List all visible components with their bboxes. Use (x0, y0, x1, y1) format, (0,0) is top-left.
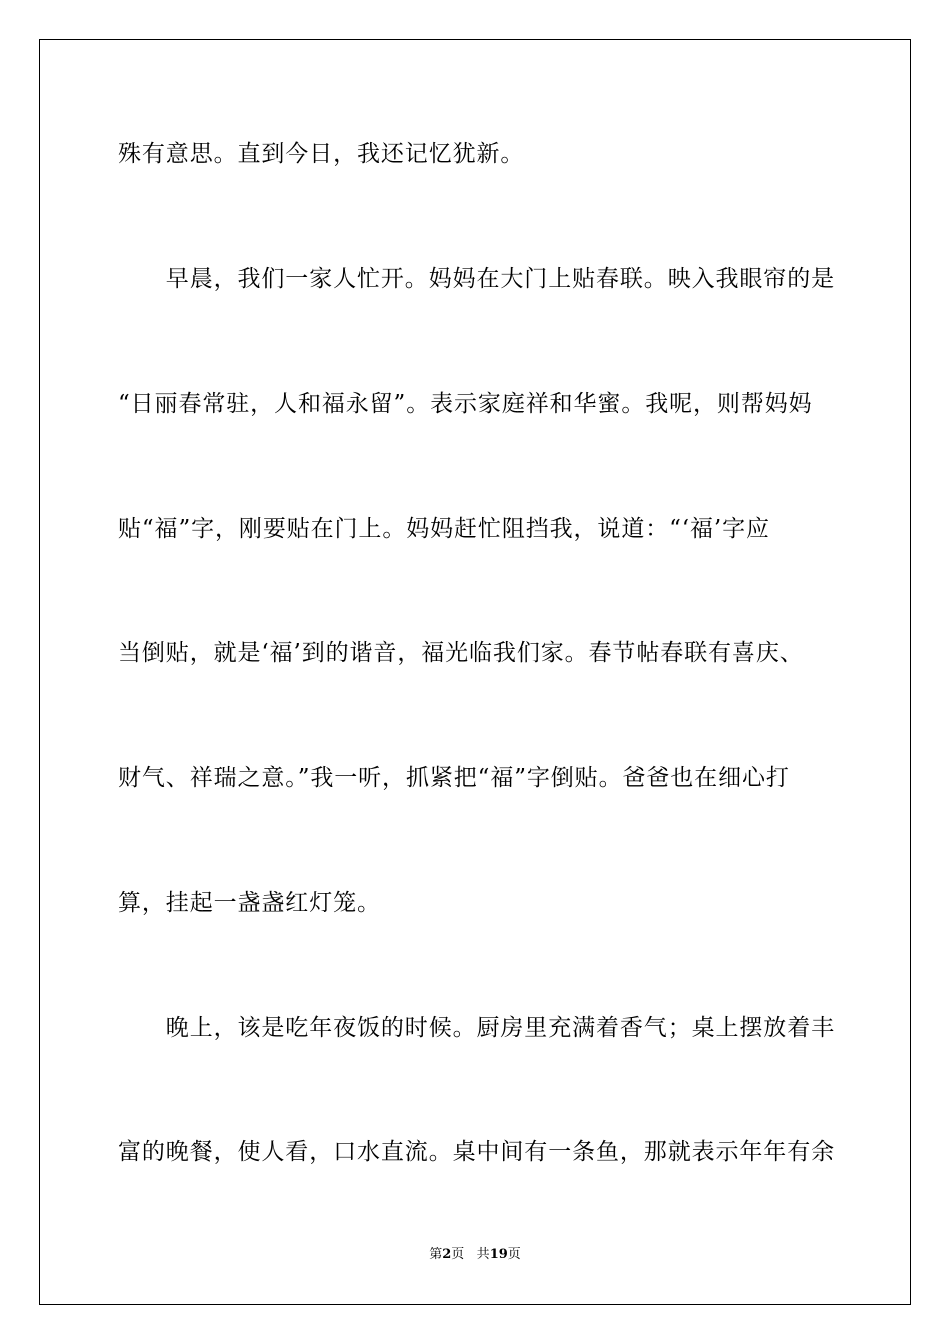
footer-page-suffix: 页 (451, 1247, 465, 1262)
text-line-9: 富的晚餐，使人看，口水直流。桌中间有一条鱼，那就表示年年有余 (118, 1139, 835, 1165)
page-footer (0, 1246, 950, 1264)
footer-total-pages: 19 (489, 1247, 508, 1262)
text-line-4: 贴“福”字，刚要贴在门上。妈妈赶忙阻挡我，说道：“‘福’字应 (118, 516, 770, 542)
text-line-1: 殊有意思。直到今日，我还记忆犹新。 (118, 141, 525, 167)
text-line-2: 早晨，我们一家人忙开。妈妈在大门上贴春联。映入我眼帘的是 (118, 266, 835, 292)
footer-total-prefix: 共 (476, 1247, 490, 1262)
page-border (39, 39, 911, 1305)
text-line-8: 晚上，该是吃年夜饭的时候。厨房里充满着香气；桌上摆放着丰 (118, 1015, 835, 1041)
text-line-7: 算，挂起一盏盏红灯笼。 (118, 890, 381, 916)
text-line-5: 当倒贴，就是‘福’到的谐音，福光临我们家。春节帖春联有喜庆、 (118, 640, 804, 666)
text-line-3: “日丽春常驻，人和福永留”。表示家庭祥和华蜜。我呢，则帮妈妈 (118, 391, 813, 417)
footer-page-number: 2 (442, 1247, 452, 1262)
footer-page-prefix: 第 (429, 1247, 443, 1262)
footer-total-suffix: 页 (507, 1247, 521, 1262)
text-line-6: 财气、祥瑞之意。”我一听，抓紧把“福”字倒贴。爸爸也在细心打 (118, 765, 790, 791)
